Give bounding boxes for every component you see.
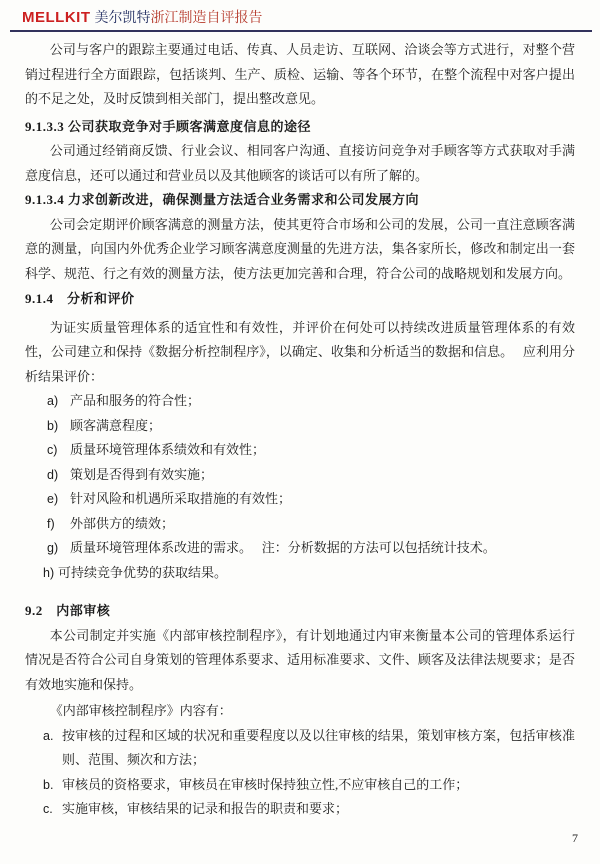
list-text: 按审核的过程和区域的状况和重要程度以及以往审核的结果，策划审核方案，包括审核准则、范围、频次和方法；: [62, 727, 575, 767]
paragraph-9-1-4: 为证实质量管理体系的适宜性和有效性，并评价在何处可以持续改进质量管理体系的有效性，公司建立和保持《数据分析控制程序》，以确定、收集和分析适当的数据和信息。 应利用分析结果评价：: [25, 319, 575, 384]
list-marker: c.: [43, 802, 53, 816]
list-text: 审核员的资格要求，审核员在审核时保持独立性,不应审核自己的工作；: [62, 776, 469, 792]
list-text: 质量环境管理体系改进的需求。 注：分析数据的方法可以包括统计技术。: [70, 540, 496, 555]
heading-9-1-3-4: 9.1.3.4 力求创新改进，确保测量方法适合业务需求和公司发展方向: [25, 192, 420, 207]
list-item-h: [25, 561, 575, 586]
heading-9-1-3-3: 9.1.3.3 公司获取竞争对手顾客满意度信息的途径: [25, 118, 312, 134]
list-marker: b.: [43, 777, 54, 792]
header-report-title: 浙江制造自评报告: [150, 11, 263, 26]
heading-9-1-4: 9.1.4 分析和评价: [25, 291, 135, 306]
list-text: 可持续竞争优势的获取结果。: [58, 564, 228, 580]
paragraph-9-1-3-4: 公司会定期评价顾客满意的测量方法，使其更符合市场和公司的发展，公司一直注意顾客满意的测量，向国内外优秀企业学习顾客满意度测量的先进方法，集各家所长，修改和制定出一套科学、规范、行之有效的测量方法，使方法更加完善和合理，符合公司的战略规划和发展方向。: [25, 216, 575, 281]
list-text: 实施审核，审核结果的记录和报告的职责和要求；: [62, 801, 349, 816]
list-item-a: [25, 389, 575, 414]
list-marker: a): [47, 394, 59, 408]
list-item-c: [25, 438, 575, 463]
analysis-criteria-list: [25, 389, 575, 585]
list-marker: a.: [43, 728, 54, 743]
list-marker: c): [47, 443, 58, 457]
list-item-b: [25, 414, 575, 439]
document-body: [25, 38, 575, 822]
list-text: 策划是否得到有效实施；: [70, 466, 214, 482]
list-item-b: [25, 773, 575, 798]
list-marker: d): [47, 467, 59, 482]
heading-9-2: 9.2 内部审核: [25, 603, 111, 618]
list-text: 产品和服务的符合性；: [70, 393, 201, 408]
brand-logo-text: MELLKIT: [22, 9, 91, 26]
list-text: 顾客满意程度；: [70, 417, 162, 433]
list-item-d: [25, 463, 575, 488]
list-marker: e): [47, 492, 59, 506]
paragraph-9-2: 本公司制定并实施《内部审核控制程序》，有计划地通过内审来衡量本公司的管理体系运行情况是否符合公司自身策划的管理体系要求、适用标准要求、文件、顾客及法律法规要求；是否有效地实施和保持。: [25, 627, 575, 692]
list-text: 外部供方的绩效；: [70, 515, 175, 531]
list-text: 质量环境管理体系绩效和有效性；: [70, 442, 266, 457]
page-header: [10, 7, 592, 32]
internal-audit-list: [25, 724, 575, 822]
list-text: 针对风险和机遇所采取措施的有效性；: [70, 491, 292, 506]
list-marker: f): [47, 516, 55, 531]
list-item-e: [25, 487, 575, 512]
list-item-a: [25, 724, 575, 773]
page-number: 7: [572, 831, 578, 845]
header-company-name: 美尔凯特: [94, 11, 151, 26]
list-item-f: [25, 512, 575, 537]
paragraph-9-2-intro: 《内部审核控制程序》内容有：: [49, 703, 232, 718]
list-marker: h): [43, 565, 55, 580]
paragraph-customer-tracking: 公司与客户的跟踪主要通过电话、传真、人员走访、互联网、洽谈会等方式进行，对整个营销过程进行全方面跟踪，包括谈判、生产、质检、运输、等各个环节，在整个流程中对客户提出的不足之处，及时反馈到相关部门，提出整改意见。: [25, 42, 575, 106]
list-marker: b): [47, 418, 59, 433]
list-marker: g): [47, 541, 59, 555]
paragraph-9-1-3-3: 公司通过经销商反馈、行业会议、相同客户沟通、直接访问竞争对手顾客等方式获取对手满意度信息，还可以通过和营业员以及其他顾客的谈话可以有所了解的。: [25, 143, 575, 183]
list-item-c: [25, 797, 575, 822]
list-item-g: [25, 536, 575, 561]
